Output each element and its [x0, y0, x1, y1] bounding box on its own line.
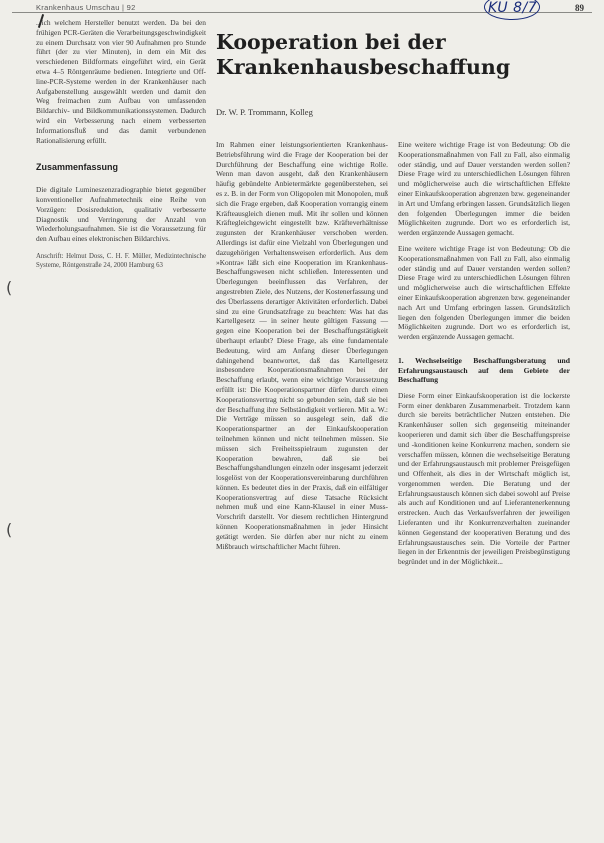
- running-head: Krankenhaus Umschau | 92: [36, 3, 136, 12]
- right-column: [398, 140, 570, 573]
- section-paragraph: Diese Form einer Einkaufskooperation ist die lockerste Form einer denkbaren Zusammenarbeit. Trotzdem kann durch sie bereits beträchtlicher Nutzen entstehen. Die Krankenhäuser sollen sich gegenseitig miteinander kooperieren und damit sich über die Beschaffungspreise und -konditionen keine Konkurrenz machen, sondern sie verschaffen müssen, können die wechselseitige Beratung und der Erfahrungsaustausch mit problemer Preisgefügen und Offenheit, als dies in der Wirtschaft möglich ist, vorgenommen werden. Die Beratung und der Erfahrungsaustausch können sich dabei sowohl auf Preise als auch auf Konditionen und auf Lieferantenerkennung erstrecken. Auch das Verkaufsverfahren der jeweiligen Lieferanten und ihr Konkurrenzverhalten zueinander können Gegenstand der kooperativen Beratung und des Erfahrungsaustausches sein. Die Vorteile der Partner liegen in der Erkenntnis der jeweiligen Preisbegünstigung begründet und in der Möglichkeit...: [398, 390, 570, 567]
- author-address: Anschrift: Helmut Doss, C. H. F. Müller, Medizintechnische Systeme, Röntgenstraße 24, 2000 Hamburg 63: [36, 252, 206, 269]
- right-paragraph: Eine weitere wichtige Frage ist von Bedeutung: Ob die Kooperationsmaßnahmen von Fall zu Fall, also einmalig oder ständig und auf Dauer verstanden werden sollen? Diese Frage wird zu unterschiedlichen Lösungen führen und möglicherweise auch die wirtschaftlichen Effekte einer Einkaufskooperation abgrenzen bzw. gegeneinander nach Art und Umfang erbringen lassen. Grundsätzlich liegen den folgenden Überlegungen immer die beiden Möglichkeiten zugrunde. Dort wo es erforderlich ist, werden ergänzende Aussagen gemacht.: [398, 243, 570, 342]
- page-number: 89: [575, 3, 584, 13]
- article-title: Kooperation bei der Krankenhausbeschaffung: [216, 30, 511, 79]
- binding-hole-mark: (: [6, 520, 13, 539]
- right-paragraph: Eine weitere wichtige Frage ist von Bedeutung: Ob die Kooperationsmaßnahmen von Fall zu Fall, also einmalig oder ständig, und auf Dauer verstanden werden sollen? Diese Frage wird zu unterschiedlichen Lösungen führen und möglicherweise auch die wirtschaftlichen Effekte einer Einkaufskooperation abgrenzen bzw. gegeneinander in Art und Umfang erbringen lassen. Grundsätzlich liegen den folgenden Überlegungen immer die beiden Möglichkeiten zugrunde. Dort wo es erforderlich ist, werden ergänzende Aussagen gemacht.: [398, 140, 570, 238]
- left-column: [36, 18, 206, 270]
- handwritten-stamp: KU 8/7: [488, 0, 538, 16]
- middle-column: [216, 140, 388, 557]
- section-heading: 1. Wechselseitige Beschaffungsberatung und Erfahrungsaustausch auf dem Gebiete der Beschaffung: [398, 355, 570, 385]
- left-paragraph: ...ich welchem Hersteller benutzt werden. Da bei den frühigen PCR-Geräten die Verarbeitungsgeschwindigkeit zu einem Durchsatz von vier 90 Aufnahmen pro Stunde führt (der zu vier Minuten), in dem ein Mit des verschiedenen Bildformats eingeführt wird, ein Gerät etwa 4–5 Röntgenräume bedienen. Integrierte und Off-line-PCR-Systeme werden in der Krankenhäuser nach Aufgabenstellung ausgewählt werden und damit den Weg freimachen zum Aufbau von umfassenden Bildarchiv- und Bildkommunikationssystemen. Dadurch wird ein Verbesserung nach einem verbesserten Informationsfluß und das damit verbundenen Rationalisierung erfüllt.: [36, 18, 206, 145]
- middle-paragraph: Im Rahmen einer leistungsorientierten Krankenhaus-Betriebsführung wird die Frage der Kooperation bei der Durchführung der Beschaffung eine wichtige Rolle. Wenn man davon ausgeht, daß den Krankenhäusern häufig gebündelte Anbietermärkte gegenüberstehen, sei es z. B. in der Form von Oligopolen mit Monopolen, muß sich die Frage ergeben, daß Kooperation vorrangig einem Kräfteausgleich dienen muß. Mit ihr sollen und können Kräftegleichgewicht eingestellt bzw. Kräfteverhältnisse zugunsten der Krankenhäuser verschoben werden. Allerdings ist dafür eine Vielzahl von Überlegungen und dazugehörigen Verhaltensweisen erforderlich. Aus dem »Kontra« läßt sich eine Kooperation im Krankenhaus-Beschaffungswesen nicht schließen. Interessenten und Überlegungen beeinflussen das Verfahren, der angestrebten Ziele, des Nutzens, der Kostenerfassung und des Überlassens derartiger Aktivitäten erforderlich. Dabei sind zu eine Grundsatzfrage zu beachten: Was hat das Kartellgesetz — in seiner heute gültigen Fassung — gegen eine Kooperation bei der Beschaffungstätigkeit überhaupt erlaubt? Diese Frage, als eine fundamentale Bedeutung, wird am Anfang dieser Überlegungen dahingehend beantwortet, daß das Kartellgesetz insbesondere Kooperationsmaßnahmen bei der Beschaffung erlaubt, wenn eine wichtige Voraussetzung erfüllt ist: Die Kooperationspartner dürfen durch einen Kooperationsvertrag nicht so gebunden sein, daß sie bei der Beschaffung ihre Selbständigkeit verlieren. Mit a. W.: Die Verträge müssen so ausgelegt sein, daß die Kooperationspartner an der Einkaufskooperation teilnehmen können und nicht teilnehmen müssen. Sie müssen sich Freiheitsspielraum zugunsten der Kooperation bewahren, daß sie bei Beschaffungshandlungen einzeln oder insgesamt jederzeit losgelöst von der Kooperationsvereinbarung durchführen können. Es bedeutet dies in der Praxis, daß ein eilfältiger Kooperationsvertrag auf diese Tatsache Rücksicht nehmen muß und eine Kann-Klausel in einer Muss-Vorschrift darstellt. Vor diesem rechtlichen Hintergrund können Kooperationsmaßnahmen in jeder Hinsicht getätigt werden. Sie dürfen aber nur nicht zu einem Mißbrauch wirtschaftlicher Macht führen.: [216, 140, 388, 551]
- article-author: Dr. W. P. Trommann, Kolleg: [216, 107, 313, 117]
- summary-heading: Zusammenfassung: [36, 162, 119, 173]
- binding-hole-mark: (: [6, 278, 13, 297]
- summary-paragraph: Die digitale Lumineszenzradiographie bietet gegenüber konventioneller Aufnahmetechnik eine Reihe von Vorzügen: Dosisreduktion, qualitativ verbesserte Diagnostik und Verringerung der Anzahl von Wiederholungsaufnahmen. Sie ist die Voraussetzung für den Aufbau eines elektronischen Bildarchivs.: [36, 185, 206, 244]
